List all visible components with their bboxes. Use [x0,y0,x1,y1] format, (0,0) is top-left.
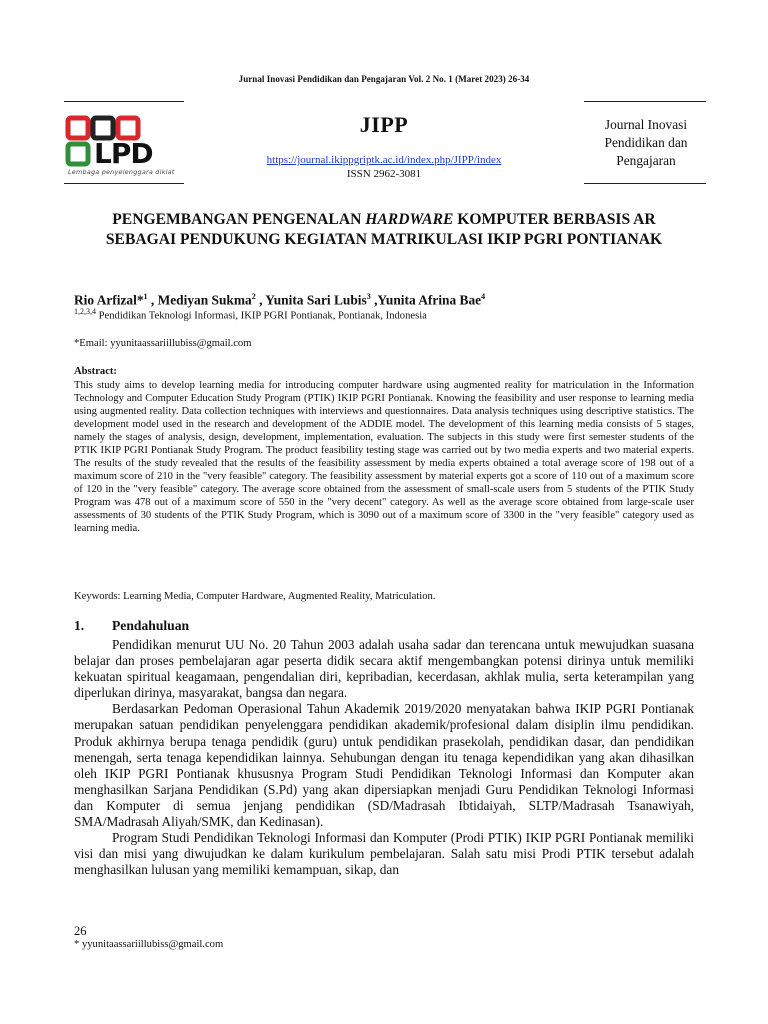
logo-letters: LPD [94,137,153,170]
footnote: * yyunitaassariillubiss@gmail.com [74,939,224,950]
title-part-1: PENGEMBANGAN PENGENALAN [112,211,366,228]
affiliation-text: Pendidikan Teknologi Informasi, IKIP PGRI Pontianak, Pontianak, Indonesia [96,310,427,322]
section-title: Pendahuluan [112,618,190,633]
title-part-2: KOMPUTER BERBASIS AR SEBAGAI PENDUKUNG KEGIATAN MATRIKULASI IKIP PGRI PONTIANAK [105,211,663,248]
journal-full-name: Journal Inovasi Pendidikan dan Pengajaran [604,117,688,168]
keywords: Keywords: Learning Media, Computer Hardware, Augmented Reality, Matriculation. [74,591,436,602]
author-sup: 2 [251,292,256,301]
author-name: , Mediyan Sukma [147,292,252,308]
abstract-heading: Abstract: [74,366,117,377]
paragraph: Pendidikan menurut UU No. 20 Tahun 2003 adalah usaha sadar dan terencana untuk mewujudkan suasana belajar dan proses pembelajaran agar peserta didik secara aktif mengembangkan potensi dirinya untuk memiliki kekuatan spiritual keagamaan, pengendalian diri, kepribadian, kecerdasan, akhlak mulia, serta keterampilan yang diperlukan dirinya, masyarakat, bangsa dan negara. [74,637,694,701]
author-name: ,Yunita Afrina Bae [370,292,482,308]
affiliation [74,307,427,322]
body-text [74,637,694,878]
paragraph: Program Studi Pendidikan Teknologi Informasi dan Komputer (Prodi PTIK) IKIP PGRI Pontianak memiliki visi dan misi yang diwujudkan ke dalam kurikulum pembelajaran. Salah satu misi Prodi PTIK tersebut adalah menghasilkan lulusan yang memiliki kemampuan, sikap, dan [74,830,694,878]
article-title [96,210,672,249]
abstract-text: This study aims to develop learning media for introducing computer hardware using augmented reality for matriculation in the Information Technology and Computer Education Study Program (PTIK) IKIP PGRI Pontianak. Knowing the feasibility and user response to learning media using augmented reality. Data collection techniques with interviews and questionnaires. Data analysis techniques using descriptive statistics. The development model used in the research and development of the ADDIE model. The development of this learning media consists of 5 stages, namely the stages of analysis, design, development, implementation, evaluation. The subjects in this study were first semester students of the PTIK IKIP PGRI Pontianak Study Program. The product feasibility testing stage was carried out by two media experts and two material experts. The results of the study revealed that the results of the feasibility assessment by media experts obtained a total average score of 198 out of a maximum score of 210 in the "very feasible" category. The feasibility assessment by material experts got a score of 110 out of a maximum score of 120 in the "very feasible" category. The average score obtained from the assessment of small-scale users from 5 students of the PTIK Study Program was 478 out of a maximum score of 550 in the "very decent" category. As well as the average score obtained from large-scale user assessments of 30 students of the PTIK Study Program, which is 3090 out of a maximum score of 3300 in the "very feasible" category used as learning media. [74,380,694,534]
header-rule-right-top [584,101,706,102]
affiliation-sup: 1,2,3,4 [74,307,96,316]
running-head: Jurnal Inovasi Pendidikan dan Pengajaran Vol. 2 No. 1 (Maret 2023) 26-34 [238,74,530,84]
author-name: , Yunita Sari Lubis [255,292,367,308]
corresponding-email: *Email: yyunitaassariillubiss@gmail.com [74,338,252,349]
page-number: 26 [74,924,87,938]
author-sup: 4 [481,292,486,301]
author-list [74,292,485,308]
author-sup: 1 [143,292,148,301]
journal-issn: ISSN 2962-3081 [346,168,422,180]
header-rule-left-bottom [64,183,184,184]
title-italic-word: HARDWARE [365,211,454,228]
logo-tagline: Lembaga penyelenggara diklat [68,168,175,176]
header-rule-right-bottom [584,183,706,184]
author-sup: 3 [366,292,371,301]
journal-abbreviation: JIPP [359,112,409,137]
header-rule-left-top [64,101,184,102]
journal-url-link[interactable]: https://journal.ikippgriptk.ac.id/index.php/JIPP/index [266,154,502,166]
paragraph: Berdasarkan Pedoman Operasional Tahun Akademik 2019/2020 menyatakan bahwa IKIP PGRI Pontianak merupakan satuan pendidikan penyelenggara pendidikan akademik/profesional dalam disiplin ilmu pendidikan. Produk akhirnya berupa tenaga pendidik (guru) untuk pendidikan prasekolah, pendidikan dasar, dan pendidikan menengah, serta tenaga kependidikan lainnya. Sehubungan dengan itu tenaga kependidikan yang akan dihasilkan oleh IKIP PGRI Pontianak khususnya Program Studi Pendidikan Teknologi Informasi dan Komputer akan menghasilkan Sarjana Pendidikan (S.Pd) yang akan dipersiapkan menjadi Guru Pendidikan Teknologi Informasi dan Komputer di semua jenjang pendidikan (SD/Madrasah Ibtidaiyah, SLTP/Madrasah Tsanawiyah, SMA/Madrasah Aliyah/SMK, dan Kedinasan). [74,701,694,830]
section-number: 1. [74,618,85,633]
author-name: Rio Arfizal* [74,292,144,308]
